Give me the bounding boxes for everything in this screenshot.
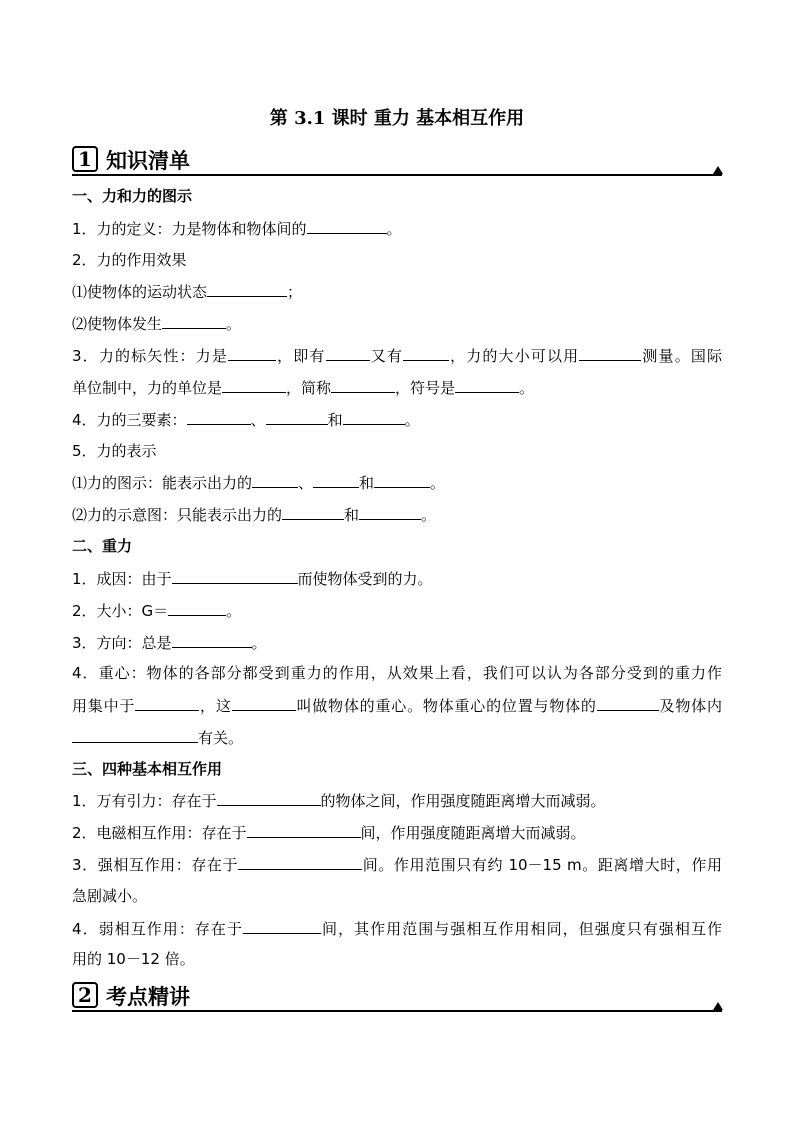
item-force-effect: 2．力的作用效果 [72,251,187,269]
fill-blank[interactable] [228,345,276,361]
fill-blank[interactable] [162,313,226,329]
fill-blank[interactable] [579,345,641,361]
item-center-of-gravity-cont: 用集中于 ，这 叫做物体的重心。物体重心的位置与物体的 及物体内 [72,697,722,715]
item-force-vector: 3．力的标矢性：力是 ，即有 又有 ，力的大小可以用 测量。国际 [72,347,722,365]
item-center-of-gravity: 4．重心：物体的各部分都受到重力的作用，从效果上看，我们可以认为各部分受到的重力作 [72,664,722,682]
item-weak-interaction-cont: 用的 10－12 倍。 [72,950,195,968]
item-force-diagram: ⑴力的图示：能表示出力的 、 和 。 [72,474,446,492]
fill-blank[interactable] [359,504,421,520]
item-strong-interaction: 3．强相互作用：存在于 间。作用范围只有约 10－15 m。距离增大时，作用 [72,856,722,874]
fill-blank[interactable] [266,409,328,425]
item-three-elements: 4．力的三要素： 、 和 。 [72,411,420,429]
fill-blank[interactable] [331,377,395,393]
section-number-badge: 2 [72,982,98,1008]
fill-blank[interactable] [343,409,405,425]
section-rule [72,174,722,176]
fill-blank[interactable] [282,504,344,520]
fill-blank[interactable] [374,472,430,488]
section-title: 知识清单 [106,149,190,173]
heading-gravity: 二、重力 [72,537,133,555]
heading-fundamental-interactions: 三、四种基本相互作用 [72,760,223,778]
item-force-unit: 单位制中，力的单位是 ，简称 ，符号是 。 [72,379,535,397]
item-effect-deform: ⑵使物体发生 。 [72,315,242,333]
fill-blank[interactable] [403,345,449,361]
fill-blank[interactable] [252,472,298,488]
item-gravity-magnitude: 2．大小：G＝ 。 [72,602,242,620]
page-title: 第 3.1 课时 重力 基本相互作用 [269,108,525,129]
fill-blank[interactable] [455,377,519,393]
item-force-definition: 1．力的定义：力是物体和物体间的 。 [72,220,402,238]
item-gravity-cause: 1．成因：由于 而使物体受到的力。 [72,570,433,588]
section-rule [72,1010,722,1012]
fill-blank[interactable] [243,918,321,934]
fill-blank[interactable] [222,377,286,393]
fill-blank[interactable] [307,218,387,234]
fill-blank[interactable] [247,822,361,838]
fill-blank[interactable] [217,790,321,806]
item-electromagnetic: 2．电磁相互作用：存在于 间，作用强度随距离增大而减弱。 [72,824,586,842]
fill-blank[interactable] [232,695,296,711]
fill-blank[interactable] [326,345,370,361]
item-force-representation: 5．力的表示 [72,442,157,460]
section-header-knowledge-list [72,146,722,176]
item-strong-interaction-cont: 急剧减小。 [72,887,148,905]
fill-blank[interactable] [187,409,251,425]
item-center-of-gravity-end: 有关。 [72,727,722,748]
fill-blank[interactable] [207,281,287,297]
fill-blank[interactable] [72,727,198,743]
fill-blank[interactable] [172,632,252,648]
fill-blank[interactable] [135,695,199,711]
section-title: 考点精讲 [106,985,190,1009]
fill-blank[interactable] [313,472,359,488]
fill-blank[interactable] [172,568,298,584]
item-effect-motion: ⑴使物体的运动状态 ； [72,283,303,301]
triangle-marker-icon [713,166,723,174]
fill-blank[interactable] [597,695,659,711]
section-number-badge: 1 [72,146,98,172]
section-header-key-points [72,982,722,1012]
fill-blank[interactable] [238,854,362,870]
heading-force-diagram: 一、力和力的图示 [72,187,193,205]
item-gravitation: 1．万有引力：存在于 的物体之间，作用强度随距离增大而减弱。 [72,792,606,810]
item-force-sketch: ⑵力的示意图：只能表示出力的 和 。 [72,506,437,524]
triangle-marker-icon [713,1002,723,1010]
fill-blank[interactable] [168,600,226,616]
item-weak-interaction: 4．弱相互作用：存在于 间，其作用范围与强相互作用相同，但强度只有强相互作 [72,920,722,938]
item-gravity-direction: 3．方向：总是 。 [72,634,267,652]
